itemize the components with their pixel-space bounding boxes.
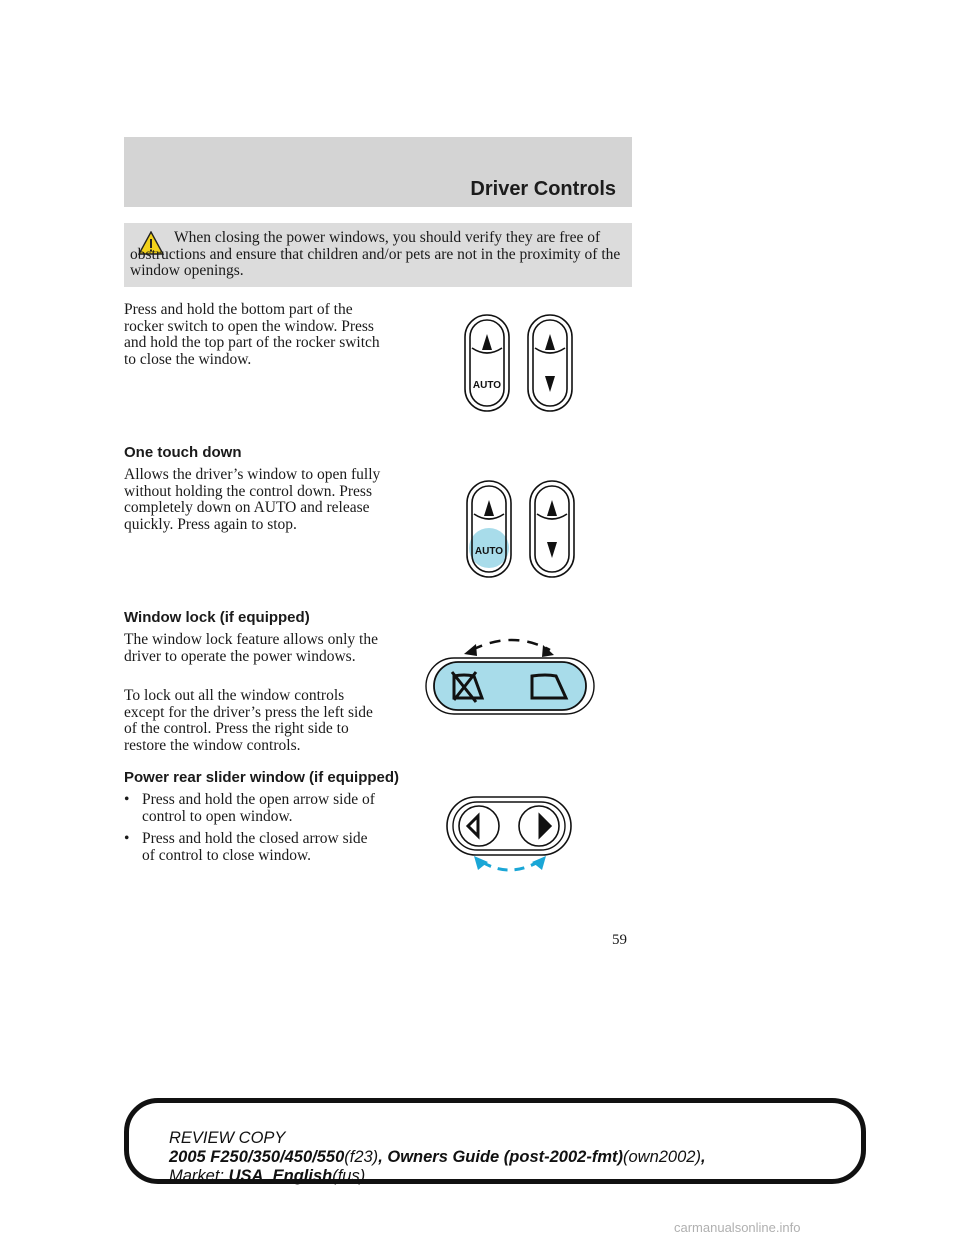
up-arrow-icon bbox=[547, 500, 557, 516]
one-touch-heading: One touch down bbox=[124, 444, 242, 461]
auto-label: AUTO bbox=[474, 546, 504, 557]
up-arrow-icon bbox=[545, 334, 555, 350]
footer-market-line: Market: USA_English(fus) bbox=[169, 1167, 366, 1185]
up-arrow-icon bbox=[484, 500, 494, 516]
one-touch-text: Allows the driver’s window to open fully without holding the control down. Press completely down on AUTO and release quickly. Press again to stop. bbox=[124, 466, 381, 533]
window-lock-heading: Window lock (if equipped) bbox=[124, 609, 310, 626]
rear-slider-bullet-list bbox=[124, 792, 384, 864]
open-arrow-icon bbox=[468, 816, 478, 836]
bullet-text: Press and hold the closed arrow side of control to close window. bbox=[142, 830, 368, 864]
power-window-instructions: Press and hold the bottom part of the rocker switch to open the window. Press and hold the top part of the rocker switch to close the window. bbox=[124, 301, 380, 368]
rear-slider-switch-figure bbox=[444, 794, 574, 878]
footer-text bbox=[169, 1129, 706, 1186]
footer-model-line: 2005 F250/350/450/550(f23), Owners Guide (post-2002-fmt)(own2002), bbox=[169, 1148, 706, 1166]
down-arrow-icon bbox=[545, 376, 555, 392]
list-item: • Press and hold the closed arrow side of control to close window. bbox=[124, 831, 384, 864]
review-copy-footer bbox=[124, 1098, 866, 1184]
section-title: Driver Controls bbox=[470, 178, 616, 200]
up-arrow-icon bbox=[482, 334, 492, 350]
page-number: 59 bbox=[612, 932, 627, 948]
auto-label: AUTO bbox=[472, 380, 502, 391]
section-header-band bbox=[124, 137, 632, 207]
window-lock-switch-figure bbox=[422, 632, 598, 720]
down-arrow-icon bbox=[547, 542, 557, 558]
window-lock-text-1: The window lock feature allows only the driver to operate the power windows. bbox=[124, 631, 378, 665]
warning-text: When closing the power windows, you should verify they are free of obstructions and ensure that children and/or pets are not in the proximity of the window openings. bbox=[130, 229, 621, 279]
window-switch-auto-figure bbox=[462, 478, 578, 580]
window-switch-figure bbox=[460, 312, 576, 414]
list-item: • Press and hold the open arrow side of control to open window. bbox=[124, 792, 384, 825]
rear-slider-heading: Power rear slider window (if equipped) bbox=[124, 769, 400, 786]
warning-box bbox=[124, 223, 632, 287]
review-copy-label: REVIEW COPY bbox=[169, 1129, 286, 1147]
close-arrow-icon bbox=[540, 816, 550, 836]
watermark: carmanualsonline.info bbox=[674, 1220, 801, 1235]
bullet-text: Press and hold the open arrow side of control to open window. bbox=[142, 791, 375, 825]
window-lock-text-2: To lock out all the window controls except for the driver’s press the left side of the control. Press the right side to restore the window controls. bbox=[124, 687, 373, 754]
